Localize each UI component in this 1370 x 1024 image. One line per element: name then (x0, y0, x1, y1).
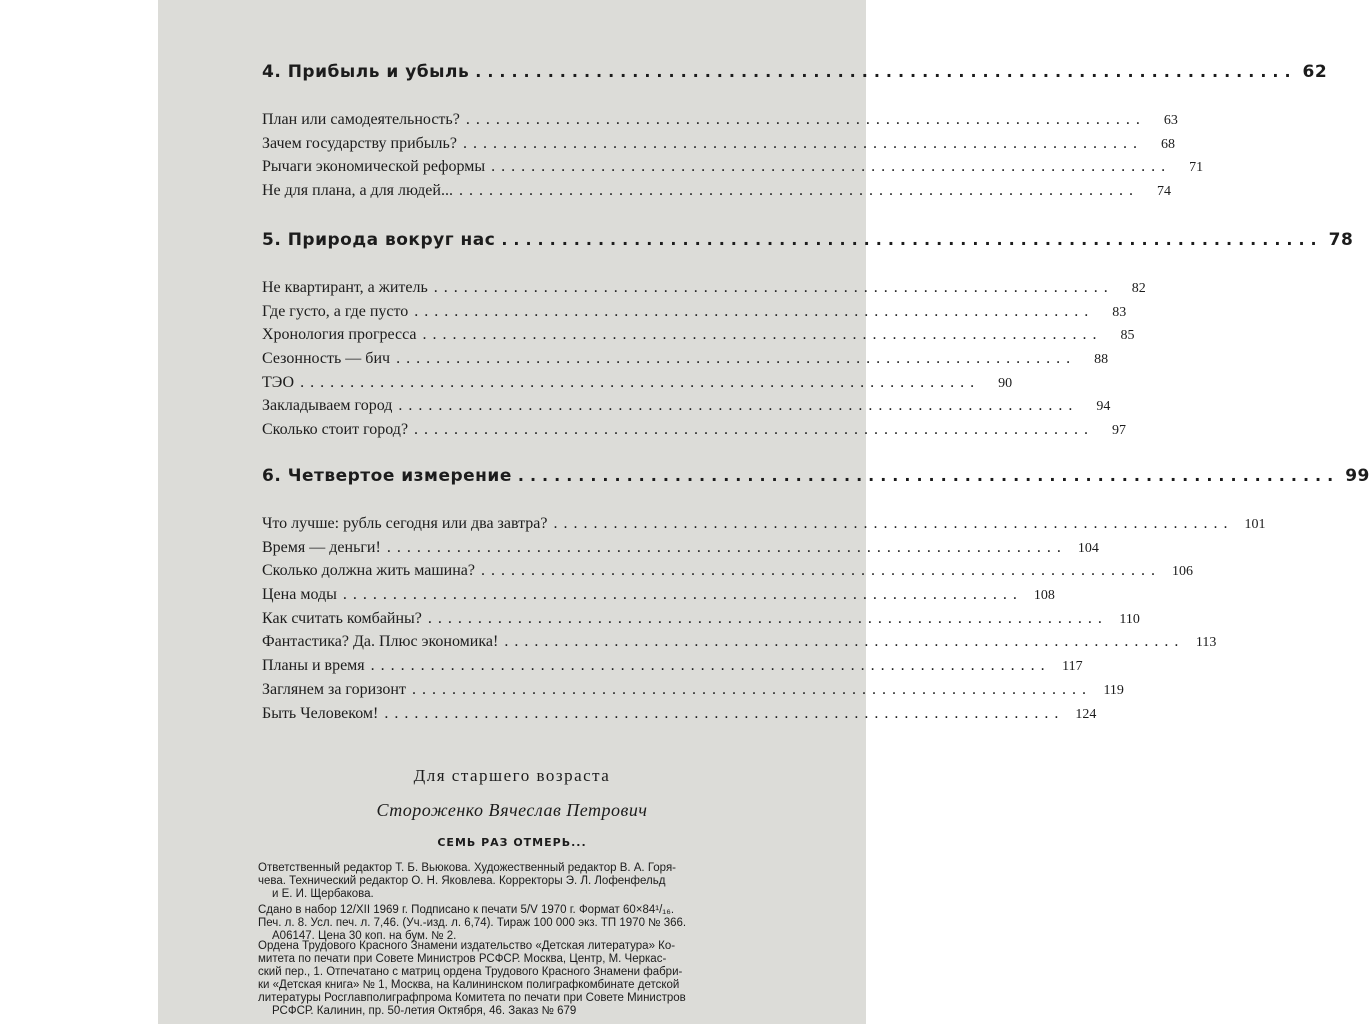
entry-title: Хронология прогресса (262, 326, 417, 344)
entry-page-number: 97 (1112, 423, 1127, 439)
toc-entry (262, 179, 1171, 203)
entry-page-number: 124 (1075, 706, 1097, 722)
toc-entry (262, 155, 1204, 179)
dot-leader: .................................................................... (491, 158, 1172, 176)
imprint-line: и Е. И. Щербакова. (272, 888, 374, 900)
dot-leader: .................................................................... (422, 326, 1103, 344)
dot-leader: .................................................................... (475, 62, 1297, 81)
entry-page-number: 63 (1163, 113, 1178, 128)
toc-entry (262, 702, 1097, 726)
dot-leader: .................................................................... (480, 562, 1161, 580)
imprint-line: Ответственный редактор Т. Б. Вьюкова. Художественный редактор В. А. Горя- (258, 862, 676, 874)
entry-page-number: 83 (1112, 304, 1127, 320)
imprint-line: А06147. Цена 30 коп. на бум. № 2. (272, 930, 457, 942)
book-title: СЕМЬ РАЗ ОТМЕРЬ... (437, 836, 587, 849)
toc-entry (262, 654, 1083, 678)
toc-entry (262, 536, 1099, 560)
imprint-line: ки «Детская книга» № 1, Москва, на Калининском полиграфкомбинате детской (258, 979, 680, 991)
imprint-publisher (258, 940, 848, 1018)
section-entries (262, 512, 1266, 725)
dot-leader: .................................................................... (414, 421, 1095, 439)
section-entries (262, 276, 1146, 442)
dot-leader: .................................................................... (414, 302, 1095, 320)
dot-leader: .................................................................... (553, 515, 1234, 532)
entry-title: План или самодеятельность? (262, 111, 460, 128)
dot-leader: .................................................................... (396, 350, 1077, 368)
entry-title: Время — деньги! (262, 538, 381, 556)
entry-page-number: 94 (1096, 399, 1111, 415)
entry-page-number: 108 (1033, 588, 1055, 604)
imprint-line: Сдано в набор 12/XII 1969 г. Подписано к печати 5/V 1970 г. Формат 60×84¹/₁₆. (258, 904, 675, 916)
dot-leader: .................................................................... (384, 704, 1065, 722)
entry-title: Зачем государству прибыль? (262, 134, 457, 152)
author-name: Стороженко Вячеслав Петрович (376, 800, 648, 820)
imprint-editors (258, 862, 848, 901)
entry-title: Рычаги экономической реформы (262, 158, 486, 176)
imprint-print-details (258, 904, 848, 943)
entry-title: Закладываем город (262, 397, 393, 415)
section-title: 5. Природа вокруг нас (262, 230, 496, 250)
toc-section-6 (262, 466, 1370, 725)
section-title: 4. Прибыль и убыль (262, 62, 470, 82)
entry-title: Как считать комбайны? (262, 609, 422, 627)
imprint-line: литературы Росглавполиграфпрома Комитета по печати при Совете Министров (258, 992, 686, 1004)
entry-page-number: 106 (1171, 564, 1193, 580)
dot-leader: .................................................................... (398, 397, 1079, 415)
toc-entry (262, 678, 1124, 702)
toc-section-5 (262, 230, 1354, 442)
entry-page-number: 85 (1120, 328, 1135, 344)
entry-title: Планы и время (262, 657, 365, 675)
imprint-line: чева. Технический редактор О. Н. Яковлева. Корректоры Э. Л. Лофенфельд (258, 875, 666, 887)
section-title: 6. Четвертое измерение (262, 466, 512, 486)
entry-page-number: 101 (1244, 517, 1266, 532)
toc-entry (262, 559, 1193, 583)
entry-page-number: 82 (1131, 281, 1146, 296)
entry-page-number: 113 (1195, 635, 1217, 651)
entry-page-number: 74 (1156, 184, 1171, 200)
toc-entry (262, 132, 1175, 156)
book-page (158, 0, 1370, 1024)
entry-title: Заглянем за горизонт (262, 680, 406, 698)
age-group-note: Для старшего возраста (413, 766, 611, 785)
toc-entry (262, 371, 1013, 395)
section-page-number: 78 (1328, 230, 1354, 250)
entry-title: Что лучше: рубль сегодня или два завтра? (262, 515, 548, 532)
dot-leader: .................................................................... (386, 538, 1067, 556)
entry-title: Не квартирант, а житель (262, 279, 428, 296)
entry-page-number: 117 (1062, 659, 1083, 675)
entry-title: Где густо, а где пусто (262, 302, 409, 320)
entry-title: Цена моды (262, 586, 337, 604)
entry-title: Сезонность — бич (262, 350, 391, 368)
dot-leader: .................................................................... (501, 230, 1323, 249)
section-heading (262, 230, 1354, 256)
section-entries (262, 108, 1204, 203)
entry-title: ТЭО (262, 373, 295, 391)
toc-entry (262, 418, 1127, 442)
dot-leader: .................................................................... (370, 657, 1051, 675)
toc-entry (262, 300, 1127, 324)
toc-entry (262, 347, 1109, 371)
dot-leader: .................................................................... (462, 134, 1143, 152)
toc-entry (262, 583, 1055, 607)
dot-leader: .................................................................... (465, 111, 1146, 128)
toc-entry (262, 323, 1135, 347)
toc-section-4 (262, 62, 1328, 203)
dot-leader: .................................................................... (458, 182, 1139, 200)
entry-title: Сколько должна жить машина? (262, 562, 475, 580)
entry-page-number: 68 (1160, 136, 1175, 152)
toc-entry (262, 108, 1178, 132)
toc-entry (262, 630, 1217, 654)
dot-leader: .................................................................... (433, 279, 1114, 296)
entry-title: Не для плана, а для людей... (262, 182, 453, 200)
entry-page-number: 104 (1077, 540, 1099, 556)
imprint-line: ский пер., 1. Отпечатано с матриц ордена Трудового Красного Знамени фабри- (258, 966, 683, 978)
entry-page-number: 119 (1103, 682, 1124, 698)
dot-leader: .................................................................... (300, 373, 981, 391)
imprint-line: Ордена Трудового Красного Знамени издательство «Детская литература» Ко- (258, 940, 676, 952)
imprint-line: митета по печати при Совете Министров РСФСР. Москва, Центр, М. Черкас- (258, 953, 667, 965)
dot-leader: .................................................................... (411, 680, 1092, 698)
entry-title: Быть Человеком! (262, 704, 379, 722)
section-heading (262, 466, 1370, 492)
dot-leader: .................................................................... (504, 633, 1185, 651)
entry-page-number: 71 (1189, 160, 1204, 176)
dot-leader: .................................................................... (517, 466, 1340, 485)
dot-leader: .................................................................... (342, 586, 1023, 604)
imprint-line: Печ. л. 8. Усл. печ. л. 7,46. (Уч.-изд. л. 6,74). Тираж 100 000 экз. ТП 1970 № 366. (258, 917, 687, 929)
toc-entry (262, 512, 1266, 536)
toc-entry (262, 276, 1146, 300)
toc-entry (262, 607, 1140, 631)
section-page-number: 62 (1302, 62, 1328, 82)
section-page-number: 99 (1345, 466, 1370, 486)
entry-page-number: 90 (998, 375, 1013, 391)
entry-page-number: 88 (1094, 352, 1109, 368)
toc-entry (262, 394, 1111, 418)
dot-leader: .................................................................... (427, 609, 1108, 627)
entry-title: Сколько стоит город? (262, 421, 409, 439)
entry-page-number: 110 (1119, 611, 1140, 627)
entry-title: Фантастика? Да. Плюс экономика! (262, 633, 499, 651)
section-heading (262, 62, 1328, 88)
imprint-line: РСФСР. Калинин, пр. 50-летия Октября, 46. Заказ № 679 (272, 1005, 577, 1017)
